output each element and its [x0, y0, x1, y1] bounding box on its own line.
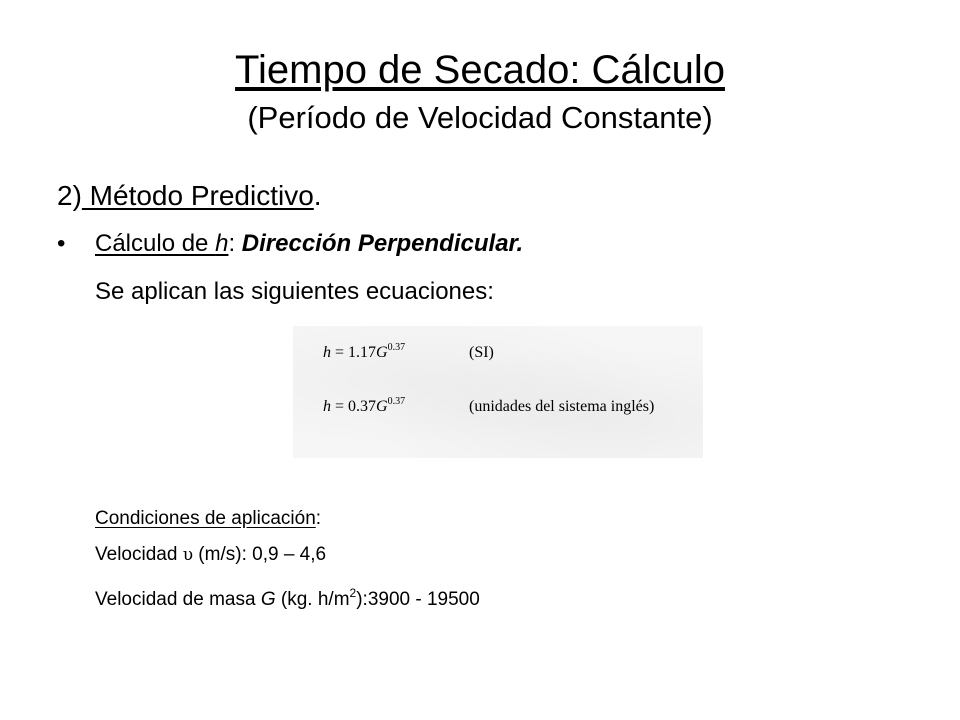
velocity-prefix: Velocidad [95, 544, 183, 565]
equation-english-formula [323, 396, 469, 416]
section-number: 2) [57, 180, 82, 211]
eq-en-rhs: = 0.37 [331, 398, 377, 415]
slide-title: Tiempo de Secado: Cálculo [235, 48, 725, 92]
eq-si-h: h [323, 344, 331, 361]
equations-image [293, 326, 703, 458]
eq-en-h: h [323, 398, 331, 415]
bullet-icon: • [57, 230, 66, 257]
eq-en-exponent: 0.37 [387, 396, 406, 407]
equation-si-formula [323, 342, 469, 362]
calc-label [95, 230, 228, 257]
equation-si-units: (SI) [469, 344, 494, 361]
mass-units: (kg. h/m [275, 589, 350, 610]
bullet-item [57, 228, 523, 260]
section-name: Método Predictivo [81, 180, 314, 211]
equation-english-units: (unidades del sistema inglés) [469, 398, 655, 415]
equation-si [323, 342, 494, 362]
eq-si-exponent: 0.37 [387, 342, 406, 353]
velocity-symbol: υ [182, 545, 194, 565]
equation-english [323, 396, 654, 416]
eq-en-G: G [376, 398, 388, 415]
eq-si-G: G [376, 344, 388, 361]
eq-si-rhs: = 1.17 [331, 344, 377, 361]
section-period: . [313, 180, 322, 211]
conditions-heading [95, 506, 321, 532]
mass-G: G [260, 589, 276, 610]
direction-label: Dirección Perpendicular. [241, 230, 524, 257]
slide-subtitle: (Período de Velocidad Constante) [247, 100, 713, 135]
mass-range: ):3900 - 19500 [356, 589, 480, 610]
condition-velocity [95, 542, 326, 568]
calc-label-text: Cálculo de [95, 230, 216, 257]
section-heading [57, 178, 322, 214]
condition-mass-velocity [95, 580, 480, 613]
calc-colon: : [228, 230, 242, 257]
intro-text: Se aplican las siguientes ecuaciones: [95, 278, 494, 305]
conditions-heading-text: Condiciones de aplicación [95, 508, 316, 529]
mass-units-sup: 2 [349, 586, 357, 600]
conditions-heading-colon: : [315, 508, 322, 529]
velocity-range: (m/s): 0,9 – 4,6 [193, 544, 327, 565]
calc-h: h [215, 230, 229, 257]
mass-prefix: Velocidad de masa [95, 589, 261, 610]
